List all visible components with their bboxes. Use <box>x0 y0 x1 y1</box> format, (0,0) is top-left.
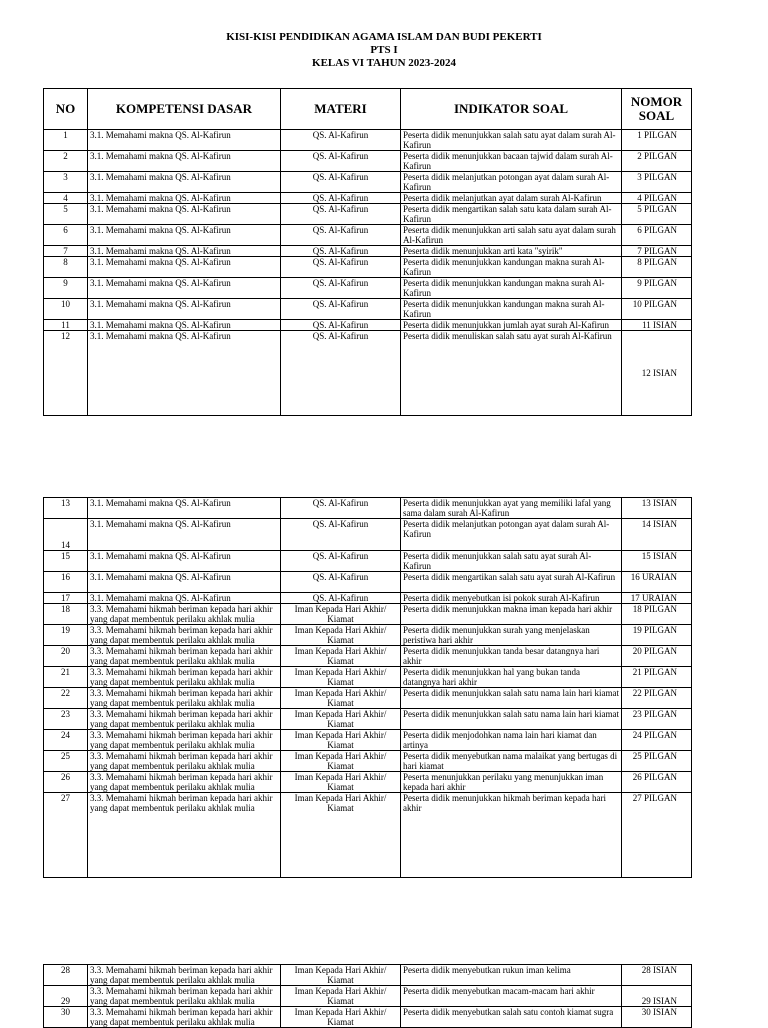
cell-materi: Iman Kepada Hari Akhir/ Kiamat <box>281 688 401 709</box>
cell-materi: QS. Al-Kafirun <box>281 193 401 204</box>
cell-materi: QS. Al-Kafirun <box>281 172 401 193</box>
cell-no: 30 <box>44 1007 88 1028</box>
cell-no: 7 <box>44 246 88 257</box>
header-materi: MATERI <box>281 89 401 130</box>
cell-materi: Iman Kepada Hari Akhir/ Kiamat <box>281 965 401 986</box>
cell-nomor-soal: 28 ISIAN <box>622 965 692 986</box>
cell-nomor-soal: 21 PILGAN <box>622 667 692 688</box>
cell-nomor-soal: 24 PILGAN <box>622 730 692 751</box>
cell-nomor-soal: 15 ISIAN <box>622 551 692 572</box>
cell-no: 3 <box>44 172 88 193</box>
cell-indikator-soal: Peserta didik menunjukkan salah satu ayat dalam surah Al-Kafirun <box>401 130 622 151</box>
table-row <box>44 204 692 225</box>
document-title: KISI-KISI PENDIDIKAN AGAMA ISLAM DAN BUDI PEKERTI <box>226 31 542 43</box>
table-row <box>44 965 692 986</box>
table-row <box>44 331 692 416</box>
cell-kompetensi-dasar: 3.1. Memahami makna QS. Al-Kafirun <box>88 593 281 604</box>
cell-nomor-soal: 3 PILGAN <box>622 172 692 193</box>
table-row <box>44 688 692 709</box>
cell-materi: QS. Al-Kafirun <box>281 551 401 572</box>
cell-nomor-soal: 4 PILGAN <box>622 193 692 204</box>
cell-no: 29 <box>44 986 88 1007</box>
cell-indikator-soal: Peserta didik menunjukkan salah satu nama lain hari kiamat <box>401 688 622 709</box>
cell-nomor-soal: 18 PILGAN <box>622 604 692 625</box>
cell-materi: Iman Kepada Hari Akhir/ Kiamat <box>281 1007 401 1028</box>
cell-materi: QS. Al-Kafirun <box>281 278 401 299</box>
cell-indikator-soal: Peserta didik menunjukkan arti salah satu ayat dalam surah Al-Kafirun <box>401 225 622 246</box>
kisi-kisi-table-page-1 <box>43 88 692 416</box>
table-row <box>44 551 692 572</box>
cell-no: 28 <box>44 965 88 986</box>
cell-kompetensi-dasar: 3.1. Memahami makna QS. Al-Kafirun <box>88 172 281 193</box>
cell-indikator-soal: Peserta didik menunjukkan kandungan makna surah Al-Kafirun <box>401 278 622 299</box>
cell-no: 24 <box>44 730 88 751</box>
cell-nomor-soal: 29 ISIAN <box>622 986 692 1007</box>
cell-materi: QS. Al-Kafirun <box>281 593 401 604</box>
table-row <box>44 667 692 688</box>
table-row <box>44 498 692 519</box>
cell-nomor-soal: 16 URAIAN <box>622 572 692 593</box>
cell-no: 16 <box>44 572 88 593</box>
table-row <box>44 257 692 278</box>
cell-no: 20 <box>44 646 88 667</box>
class-year-label: KELAS VI TAHUN 2023-2024 <box>312 57 456 69</box>
table-row <box>44 151 692 172</box>
cell-indikator-soal: Peserta didik menyebutkan nama malaikat yang bertugas di hari kiamat <box>401 751 622 772</box>
cell-materi: QS. Al-Kafirun <box>281 204 401 225</box>
cell-kompetensi-dasar: 3.3. Memahami hikmah beriman kepada hari akhir yang dapat membentuk perilaku akhlak mulia <box>88 965 281 986</box>
cell-kompetensi-dasar: 3.3. Memahami hikmah beriman kepada hari akhir yang dapat membentuk perilaku akhlak mulia <box>88 688 281 709</box>
cell-nomor-soal: 12 ISIAN <box>622 331 692 416</box>
cell-no: 5 <box>44 204 88 225</box>
table-row <box>44 772 692 793</box>
cell-kompetensi-dasar: 3.3. Memahami hikmah beriman kepada hari akhir yang dapat membentuk perilaku akhlak mulia <box>88 986 281 1007</box>
table-row <box>44 278 692 299</box>
cell-no: 17 <box>44 593 88 604</box>
cell-nomor-soal: 8 PILGAN <box>622 257 692 278</box>
cell-kompetensi-dasar: 3.3. Memahami hikmah beriman kepada hari akhir yang dapat membentuk perilaku akhlak mulia <box>88 730 281 751</box>
cell-no: 22 <box>44 688 88 709</box>
cell-nomor-soal: 5 PILGAN <box>622 204 692 225</box>
cell-no: 6 <box>44 225 88 246</box>
header-indikator-soal: INDIKATOR SOAL <box>401 89 622 130</box>
cell-no: 19 <box>44 625 88 646</box>
cell-kompetensi-dasar: 3.1. Memahami makna QS. Al-Kafirun <box>88 278 281 299</box>
table-row <box>44 751 692 772</box>
document-header <box>0 31 768 70</box>
cell-no: 14 <box>44 519 88 551</box>
cell-no: 1 <box>44 130 88 151</box>
table-row <box>44 646 692 667</box>
cell-indikator-soal: Peserta didik menunjukkan ayat yang memiliki lafal yang sama dalam surah Al-Kafirun <box>401 498 622 519</box>
table-row <box>44 225 692 246</box>
table-row <box>44 604 692 625</box>
table-row <box>44 625 692 646</box>
cell-kompetensi-dasar: 3.1. Memahami makna QS. Al-Kafirun <box>88 257 281 278</box>
cell-nomor-soal: 2 PILGAN <box>622 151 692 172</box>
cell-kompetensi-dasar: 3.1. Memahami makna QS. Al-Kafirun <box>88 551 281 572</box>
cell-kompetensi-dasar: 3.1. Memahami makna QS. Al-Kafirun <box>88 246 281 257</box>
cell-indikator-soal: Peserta didik menunjukkan arti kata "syirik" <box>401 246 622 257</box>
cell-nomor-soal: 1 PILGAN <box>622 130 692 151</box>
cell-no: 23 <box>44 709 88 730</box>
cell-kompetensi-dasar: 3.1. Memahami makna QS. Al-Kafirun <box>88 331 281 416</box>
cell-nomor-soal: 27 PILGAN <box>622 793 692 878</box>
cell-indikator-soal: Peserta didik menunjukkan salah satu ayat surah Al-Kafirun <box>401 551 622 572</box>
cell-materi: QS. Al-Kafirun <box>281 299 401 320</box>
cell-no: 26 <box>44 772 88 793</box>
table-row <box>44 299 692 320</box>
cell-kompetensi-dasar: 3.1. Memahami makna QS. Al-Kafirun <box>88 193 281 204</box>
cell-materi: QS. Al-Kafirun <box>281 130 401 151</box>
cell-materi: QS. Al-Kafirun <box>281 498 401 519</box>
cell-indikator-soal: Peserta didik menunjukkan tanda besar datangnya hari akhir <box>401 646 622 667</box>
cell-no: 9 <box>44 278 88 299</box>
table-row <box>44 519 692 551</box>
cell-materi: QS. Al-Kafirun <box>281 246 401 257</box>
cell-indikator-soal: Peserta didik menunjukkan kandungan makna surah Al-Kafirun <box>401 299 622 320</box>
cell-no: 25 <box>44 751 88 772</box>
cell-nomor-soal: 11 ISIAN <box>622 320 692 331</box>
table-row <box>44 986 692 1007</box>
cell-materi: Iman Kepada Hari Akhir/ Kiamat <box>281 709 401 730</box>
cell-materi: Iman Kepada Hari Akhir/ Kiamat <box>281 751 401 772</box>
cell-no: 11 <box>44 320 88 331</box>
cell-nomor-soal: 22 PILGAN <box>622 688 692 709</box>
cell-kompetensi-dasar: 3.1. Memahami makna QS. Al-Kafirun <box>88 204 281 225</box>
cell-kompetensi-dasar: 3.1. Memahami makna QS. Al-Kafirun <box>88 572 281 593</box>
cell-indikator-soal: Peserta didik menunjukkan bacaan tajwid dalam surah Al-Kafirun <box>401 151 622 172</box>
cell-nomor-soal: 30 ISIAN <box>622 1007 692 1028</box>
cell-materi: QS. Al-Kafirun <box>281 331 401 416</box>
cell-no: 8 <box>44 257 88 278</box>
cell-materi: QS. Al-Kafirun <box>281 257 401 278</box>
cell-materi: QS. Al-Kafirun <box>281 572 401 593</box>
cell-kompetensi-dasar: 3.1. Memahami makna QS. Al-Kafirun <box>88 320 281 331</box>
table-row <box>44 130 692 151</box>
table-row <box>44 193 692 204</box>
cell-indikator-soal: Peserta didik menyebutkan macam-macam hari akhir <box>401 986 622 1007</box>
cell-indikator-soal: Peserta didik mengartikan salah satu ayat surah Al-Kafirun <box>401 572 622 593</box>
header-kompetensi-dasar: KOMPETENSI DASAR <box>88 89 281 130</box>
cell-indikator-soal: Peserta didik menunjukkan surah yang menjelaskan peristiwa hari akhir <box>401 625 622 646</box>
cell-materi: QS. Al-Kafirun <box>281 320 401 331</box>
cell-materi: Iman Kepada Hari Akhir/ Kiamat <box>281 730 401 751</box>
cell-no: 15 <box>44 551 88 572</box>
table-row <box>44 593 692 604</box>
cell-no: 27 <box>44 793 88 878</box>
kisi-kisi-table-page-3 <box>43 964 692 1028</box>
cell-kompetensi-dasar: 3.3. Memahami hikmah beriman kepada hari akhir yang dapat membentuk perilaku akhlak mulia <box>88 709 281 730</box>
cell-kompetensi-dasar: 3.3. Memahami hikmah beriman kepada hari akhir yang dapat membentuk perilaku akhlak mulia <box>88 646 281 667</box>
cell-indikator-soal: Peserta didik melanjutkan potongan ayat dalam surah Al-Kafirun <box>401 519 622 551</box>
cell-indikator-soal: Peserta didik menunjukkan hikmah beriman kepada hari akhir <box>401 793 622 878</box>
cell-nomor-soal: 7 PILGAN <box>622 246 692 257</box>
cell-materi: Iman Kepada Hari Akhir/ Kiamat <box>281 604 401 625</box>
cell-kompetensi-dasar: 3.3. Memahami hikmah beriman kepada hari akhir yang dapat membentuk perilaku akhlak mulia <box>88 751 281 772</box>
cell-no: 21 <box>44 667 88 688</box>
cell-kompetensi-dasar: 3.3. Memahami hikmah beriman kepada hari akhir yang dapat membentuk perilaku akhlak mulia <box>88 667 281 688</box>
cell-kompetensi-dasar: 3.1. Memahami makna QS. Al-Kafirun <box>88 151 281 172</box>
cell-indikator-soal: Peserta didik menuliskan salah satu ayat surah Al-Kafirun <box>401 331 622 416</box>
cell-materi: Iman Kepada Hari Akhir/ Kiamat <box>281 986 401 1007</box>
cell-materi: Iman Kepada Hari Akhir/ Kiamat <box>281 772 401 793</box>
table-row <box>44 1007 692 1028</box>
table-header-row <box>44 89 692 130</box>
cell-nomor-soal: 14 ISIAN <box>622 519 692 551</box>
table-row <box>44 320 692 331</box>
cell-indikator-soal: Peserta didik menunjukkan kandungan makna surah Al-Kafirun <box>401 257 622 278</box>
cell-nomor-soal: 17 URAIAN <box>622 593 692 604</box>
cell-nomor-soal: 9 PILGAN <box>622 278 692 299</box>
exam-label: PTS I <box>370 44 398 56</box>
cell-nomor-soal: 25 PILGAN <box>622 751 692 772</box>
table-row <box>44 730 692 751</box>
cell-materi: Iman Kepada Hari Akhir/ Kiamat <box>281 625 401 646</box>
cell-indikator-soal: Peserta didik menunjukkan jumlah ayat surah Al-Kafirun <box>401 320 622 331</box>
cell-nomor-soal: 10 PILGAN <box>622 299 692 320</box>
cell-nomor-soal: 20 PILGAN <box>622 646 692 667</box>
cell-kompetensi-dasar: 3.3. Memahami hikmah beriman kepada hari akhir yang dapat membentuk perilaku akhlak mulia <box>88 604 281 625</box>
cell-kompetensi-dasar: 3.1. Memahami makna QS. Al-Kafirun <box>88 130 281 151</box>
cell-kompetensi-dasar: 3.3. Memahami hikmah beriman kepada hari akhir yang dapat membentuk perilaku akhlak mulia <box>88 1007 281 1028</box>
cell-no: 2 <box>44 151 88 172</box>
cell-indikator-soal: Peserta didik mengartikan salah satu kata dalam surah Al-Kafirun <box>401 204 622 225</box>
cell-kompetensi-dasar: 3.1. Memahami makna QS. Al-Kafirun <box>88 498 281 519</box>
cell-indikator-soal: Peserta didik melanjutkan potongan ayat dalam surah Al-Kafirun <box>401 172 622 193</box>
cell-indikator-soal: Peserta didik menyebutkan rukun iman kelima <box>401 965 622 986</box>
cell-no: 10 <box>44 299 88 320</box>
cell-kompetensi-dasar: 3.1. Memahami makna QS. Al-Kafirun <box>88 299 281 320</box>
cell-indikator-soal: Peserta didik melanjutkan ayat dalam surah Al-Kafirun <box>401 193 622 204</box>
cell-indikator-soal: Peserta didik menunjukkan hal yang bukan tanda datangnya hari akhir <box>401 667 622 688</box>
cell-nomor-soal: 19 PILGAN <box>622 625 692 646</box>
table-row <box>44 572 692 593</box>
cell-indikator-soal: Peserta didik menunjukkan makna iman kepada hari akhir <box>401 604 622 625</box>
cell-no: 4 <box>44 193 88 204</box>
cell-kompetensi-dasar: 3.3. Memahami hikmah beriman kepada hari akhir yang dapat membentuk perilaku akhlak mulia <box>88 793 281 878</box>
table-row <box>44 246 692 257</box>
cell-kompetensi-dasar: 3.3. Memahami hikmah beriman kepada hari akhir yang dapat membentuk perilaku akhlak mulia <box>88 772 281 793</box>
cell-materi: Iman Kepada Hari Akhir/ Kiamat <box>281 793 401 878</box>
cell-materi: Iman Kepada Hari Akhir/ Kiamat <box>281 646 401 667</box>
cell-nomor-soal: 6 PILGAN <box>622 225 692 246</box>
cell-indikator-soal: Peserta didik menyebutkan salah satu contoh kiamat sugra <box>401 1007 622 1028</box>
cell-materi: QS. Al-Kafirun <box>281 519 401 551</box>
cell-materi: QS. Al-Kafirun <box>281 151 401 172</box>
cell-kompetensi-dasar: 3.3. Memahami hikmah beriman kepada hari akhir yang dapat membentuk perilaku akhlak mulia <box>88 625 281 646</box>
table-row <box>44 172 692 193</box>
cell-indikator-soal: Peserta menunjukkan perilaku yang menunjukkan iman kepada hari akhir <box>401 772 622 793</box>
cell-kompetensi-dasar: 3.1. Memahami makna QS. Al-Kafirun <box>88 519 281 551</box>
cell-nomor-soal: 13 ISIAN <box>622 498 692 519</box>
cell-indikator-soal: Peserta didik menjodohkan nama lain hari kiamat dan artinya <box>401 730 622 751</box>
header-nomor-soal: NOMOR SOAL <box>622 89 692 130</box>
cell-no: 13 <box>44 498 88 519</box>
table-row <box>44 793 692 878</box>
cell-no: 18 <box>44 604 88 625</box>
table-row <box>44 709 692 730</box>
cell-nomor-soal: 26 PILGAN <box>622 772 692 793</box>
cell-kompetensi-dasar: 3.1. Memahami makna QS. Al-Kafirun <box>88 225 281 246</box>
cell-materi: Iman Kepada Hari Akhir/ Kiamat <box>281 667 401 688</box>
cell-indikator-soal: Peserta didik menunjukkan salah satu nama lain hari kiamat <box>401 709 622 730</box>
cell-nomor-soal: 23 PILGAN <box>622 709 692 730</box>
cell-no: 12 <box>44 331 88 416</box>
kisi-kisi-table-page-2 <box>43 497 692 878</box>
header-no: NO <box>44 89 88 130</box>
cell-indikator-soal: Peserta didik menyebutkan isi pokok surah Al-Kafirun <box>401 593 622 604</box>
cell-materi: QS. Al-Kafirun <box>281 225 401 246</box>
